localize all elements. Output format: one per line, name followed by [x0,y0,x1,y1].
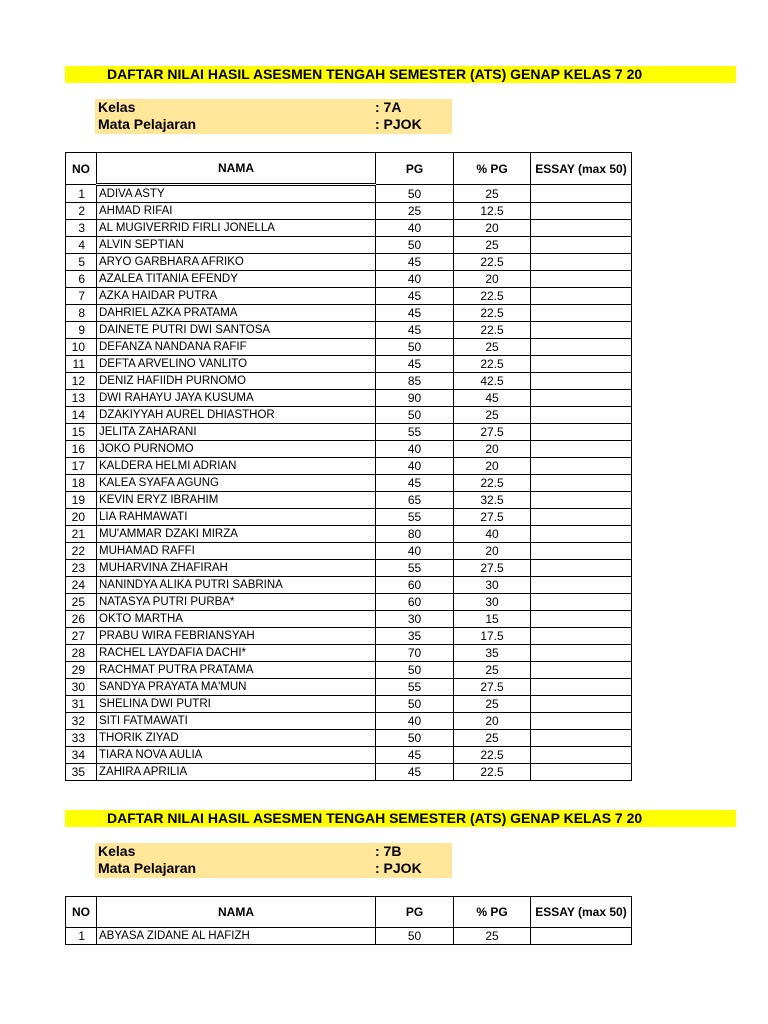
cell-pg: 40 [376,220,454,237]
cell-percent-pg: 20 [454,271,531,288]
cell-percent-pg: 30 [454,594,531,611]
cell-pg: 55 [376,679,454,696]
kelas-label: Kelas [98,99,136,115]
cell-no: 23 [66,560,97,577]
cell-nama: TIARA NOVA AULIA [97,747,376,764]
table-row [66,679,632,696]
cell-pg: 50 [376,696,454,713]
cell-essay[interactable] [531,305,632,322]
cell-no: 15 [66,424,97,441]
cell-nama: SITI FATMAWATI [97,713,376,730]
header-pg: PG [376,897,454,928]
table-row [66,492,632,509]
cell-nama: ALVIN SEPTIAN [97,237,376,254]
grades-table [65,152,632,781]
cell-pg: 90 [376,390,454,407]
table-row [66,390,632,407]
cell-pg: 50 [376,928,454,945]
cell-no: 19 [66,492,97,509]
cell-pg: 50 [376,730,454,747]
cell-essay[interactable] [531,390,632,407]
cell-essay[interactable] [531,526,632,543]
cell-nama: SANDYA PRAYATA MA'MUN [97,679,376,696]
cell-essay[interactable] [531,628,632,645]
cell-pg: 40 [376,713,454,730]
cell-no: 11 [66,356,97,373]
cell-pg: 65 [376,492,454,509]
header-pg: PG [376,153,454,185]
cell-nama: JOKO PURNOMO [97,441,376,458]
header-essay: ESSAY (max 50) [531,897,632,928]
cell-no: 33 [66,730,97,747]
cell-percent-pg: 27.5 [454,679,531,696]
cell-no: 9 [66,322,97,339]
cell-percent-pg: 25 [454,237,531,254]
cell-nama: DAINETE PUTRI DWI SANTOSA [97,322,376,339]
class-info-box [95,843,452,878]
cell-nama: OKTO MARTHA [97,611,376,628]
cell-pg: 50 [376,407,454,424]
cell-essay[interactable] [531,662,632,679]
cell-nama: PRABU WIRA FEBRIANSYAH [97,628,376,645]
cell-no: 1 [66,185,97,203]
cell-essay[interactable] [531,679,632,696]
header-percent-pg: % PG [454,153,531,185]
table-row [66,526,632,543]
cell-no: 30 [66,679,97,696]
cell-percent-pg: 30 [454,577,531,594]
mapel-row [95,860,452,877]
cell-nama: AHMAD RIFAI [97,203,376,220]
table-row [66,696,632,713]
cell-essay[interactable] [531,356,632,373]
cell-essay[interactable] [531,475,632,492]
cell-percent-pg: 25 [454,730,531,747]
cell-nama: MU'AMMAR DZAKI MIRZA [97,526,376,543]
table-row [66,594,632,611]
cell-percent-pg: 42.5 [454,373,531,390]
grades-table [65,896,632,945]
cell-pg: 30 [376,611,454,628]
table-row [66,611,632,628]
cell-percent-pg: 32.5 [454,492,531,509]
cell-no: 10 [66,339,97,356]
cell-nama: AZALEA TITANIA EFENDY [97,271,376,288]
cell-percent-pg: 22.5 [454,747,531,764]
table-row [66,237,632,254]
cell-no: 14 [66,407,97,424]
table-header-row [66,153,632,185]
cell-no: 24 [66,577,97,594]
cell-nama: KALEA SYAFA AGUNG [97,475,376,492]
table-row [66,662,632,679]
table-row [66,747,632,764]
cell-percent-pg: 27.5 [454,509,531,526]
header-no: NO [66,897,97,928]
cell-nama: DWI RAHAYU JAYA KUSUMA [97,390,376,407]
cell-essay[interactable] [531,543,632,560]
cell-no: 29 [66,662,97,679]
cell-pg: 45 [376,254,454,271]
header-percent-pg: % PG [454,897,531,928]
cell-pg: 45 [376,322,454,339]
cell-essay[interactable] [531,424,632,441]
cell-essay[interactable] [531,645,632,662]
cell-essay[interactable] [531,185,632,203]
cell-nama: ZAHIRA APRILIA [97,764,376,781]
cell-percent-pg: 20 [454,543,531,560]
cell-no: 25 [66,594,97,611]
mapel-label: Mata Pelajaran [98,860,197,876]
cell-no: 28 [66,645,97,662]
cell-percent-pg: 22.5 [454,254,531,271]
cell-essay[interactable] [531,254,632,271]
cell-essay[interactable] [531,458,632,475]
cell-nama: RACHEL LAYDAFIA DACHI* [97,645,376,662]
cell-percent-pg: 25 [454,339,531,356]
cell-no: 35 [66,764,97,781]
mapel-value: : PJOK [375,116,422,132]
cell-percent-pg: 25 [454,928,531,945]
cell-nama: LIA RAHMAWATI [97,509,376,526]
cell-essay[interactable] [531,492,632,509]
table-row [66,441,632,458]
table-row [66,407,632,424]
cell-no: 20 [66,509,97,526]
cell-pg: 45 [376,305,454,322]
cell-percent-pg: 35 [454,645,531,662]
cell-nama: RACHMAT PUTRA PRATAMA [97,662,376,679]
cell-percent-pg: 27.5 [454,424,531,441]
cell-pg: 55 [376,424,454,441]
cell-no: 21 [66,526,97,543]
cell-nama: KALDERA HELMI ADRIAN [97,458,376,475]
cell-no: 16 [66,441,97,458]
kelas-label: Kelas [98,843,136,859]
cell-percent-pg: 20 [454,713,531,730]
cell-percent-pg: 22.5 [454,475,531,492]
cell-percent-pg: 22.5 [454,322,531,339]
cell-percent-pg: 20 [454,220,531,237]
cell-no: 8 [66,305,97,322]
cell-nama: MUHAMAD RAFFI [97,543,376,560]
cell-pg: 45 [376,288,454,305]
cell-nama: NATASYA PUTRI PURBA* [97,594,376,611]
cell-pg: 45 [376,764,454,781]
mapel-value: : PJOK [375,860,422,876]
cell-essay[interactable] [531,928,632,945]
cell-nama: ABYASA ZIDANE AL HAFIZH [97,928,376,945]
cell-percent-pg: 27.5 [454,560,531,577]
cell-no: 31 [66,696,97,713]
cell-pg: 45 [376,475,454,492]
cell-essay[interactable] [531,594,632,611]
cell-nama: THORIK ZIYAD [97,730,376,747]
cell-no: 34 [66,747,97,764]
cell-essay[interactable] [531,237,632,254]
cell-essay[interactable] [531,271,632,288]
table-row [66,560,632,577]
cell-nama: JELITA ZAHARANI [97,424,376,441]
cell-essay[interactable] [531,577,632,594]
table-row [66,288,632,305]
table-row [66,458,632,475]
cell-pg: 50 [376,185,454,203]
cell-pg: 85 [376,373,454,390]
cell-percent-pg: 45 [454,390,531,407]
table-row [66,713,632,730]
section-title-bar [65,66,736,83]
cell-pg: 80 [376,526,454,543]
table-row [66,475,632,492]
cell-pg: 45 [376,356,454,373]
cell-percent-pg: 22.5 [454,764,531,781]
cell-pg: 40 [376,543,454,560]
cell-no: 18 [66,475,97,492]
cell-nama: NANINDYA ALIKA PUTRI SABRINA [97,577,376,594]
mapel-row [95,116,452,133]
section-title-bar [65,810,736,827]
table-row [66,220,632,237]
cell-percent-pg: 25 [454,185,531,203]
table-row [66,645,632,662]
table-row [66,271,632,288]
cell-no: 26 [66,611,97,628]
cell-essay[interactable] [531,203,632,220]
cell-essay[interactable] [531,713,632,730]
cell-percent-pg: 15 [454,611,531,628]
cell-percent-pg: 40 [454,526,531,543]
cell-no: 12 [66,373,97,390]
table-row [66,185,632,203]
cell-percent-pg: 17.5 [454,628,531,645]
cell-no: 17 [66,458,97,475]
cell-nama: AL MUGIVERRID FIRLI JONELLA [97,220,376,237]
cell-no: 22 [66,543,97,560]
cell-pg: 50 [376,237,454,254]
kelas-value: : 7A [375,99,402,115]
cell-no: 6 [66,271,97,288]
cell-nama: DEFANZA NANDANA RAFIF [97,339,376,356]
cell-pg: 50 [376,339,454,356]
cell-nama: AZKA HAIDAR PUTRA [97,288,376,305]
cell-no: 27 [66,628,97,645]
cell-essay[interactable] [531,696,632,713]
cell-essay[interactable] [531,560,632,577]
table-row [66,509,632,526]
cell-essay[interactable] [531,339,632,356]
cell-essay[interactable] [531,220,632,237]
cell-pg: 40 [376,271,454,288]
cell-nama: SHELINA DWI PUTRI [97,696,376,713]
cell-percent-pg: 22.5 [454,356,531,373]
table-header-row [66,897,632,928]
cell-pg: 50 [376,662,454,679]
cell-percent-pg: 25 [454,696,531,713]
cell-percent-pg: 25 [454,407,531,424]
cell-pg: 40 [376,441,454,458]
kelas-row [95,843,452,860]
cell-pg: 70 [376,645,454,662]
cell-pg: 45 [376,747,454,764]
cell-essay[interactable] [531,747,632,764]
cell-nama: ARYO GARBHARA AFRIKO [97,254,376,271]
table-row [66,254,632,271]
header-nama: NAMA [97,153,376,185]
header-no: NO [66,153,97,185]
mapel-label: Mata Pelajaran [98,116,197,132]
section-title: DAFTAR NILAI HASIL ASESMEN TENGAH SEMESTER (ATS) GENAP KELAS 7 20 [107,810,643,826]
cell-essay[interactable] [531,764,632,781]
cell-no: 1 [66,928,97,945]
cell-no: 2 [66,203,97,220]
header-essay: ESSAY (max 50) [531,153,632,185]
cell-pg: 60 [376,594,454,611]
cell-nama: MUHARVINA ZHAFIRAH [97,560,376,577]
table-row [66,928,632,945]
cell-no: 3 [66,220,97,237]
cell-percent-pg: 22.5 [454,288,531,305]
cell-nama: DZAKIYYAH AUREL DHIASTHOR [97,407,376,424]
cell-percent-pg: 20 [454,458,531,475]
cell-essay[interactable] [531,730,632,747]
table-row [66,577,632,594]
class-info-box [95,99,452,134]
cell-essay[interactable] [531,509,632,526]
cell-pg: 40 [376,458,454,475]
cell-nama: DAHRIEL AZKA PRATAMA [97,305,376,322]
kelas-value: : 7B [375,843,402,859]
cell-essay[interactable] [531,322,632,339]
header-nama: NAMA [97,897,376,928]
cell-pg: 35 [376,628,454,645]
cell-pg: 55 [376,560,454,577]
cell-essay[interactable] [531,373,632,390]
cell-essay[interactable] [531,288,632,305]
cell-percent-pg: 12.5 [454,203,531,220]
table-row [66,305,632,322]
table-row [66,628,632,645]
cell-no: 5 [66,254,97,271]
cell-nama: DENIZ HAFIIDH PURNOMO [97,373,376,390]
cell-no: 4 [66,237,97,254]
section-title: DAFTAR NILAI HASIL ASESMEN TENGAH SEMESTER (ATS) GENAP KELAS 7 20 [107,66,643,82]
table-row [66,543,632,560]
cell-pg: 25 [376,203,454,220]
cell-no: 7 [66,288,97,305]
cell-pg: 55 [376,509,454,526]
cell-essay[interactable] [531,441,632,458]
cell-pg: 60 [376,577,454,594]
table-row [66,356,632,373]
kelas-row [95,99,452,116]
table-row [66,764,632,781]
cell-no: 13 [66,390,97,407]
table-row [66,322,632,339]
table-row [66,203,632,220]
cell-nama: DEFTA ARVELINO VANLITO [97,356,376,373]
table-row [66,339,632,356]
table-row [66,373,632,390]
cell-percent-pg: 20 [454,441,531,458]
cell-percent-pg: 25 [454,662,531,679]
cell-no: 32 [66,713,97,730]
table-row [66,730,632,747]
cell-nama: ADIVA ASTY [97,185,376,203]
cell-percent-pg: 22.5 [454,305,531,322]
table-row [66,424,632,441]
cell-nama: KEVIN ERYZ IBRAHIM [97,492,376,509]
cell-essay[interactable] [531,611,632,628]
cell-essay[interactable] [531,407,632,424]
